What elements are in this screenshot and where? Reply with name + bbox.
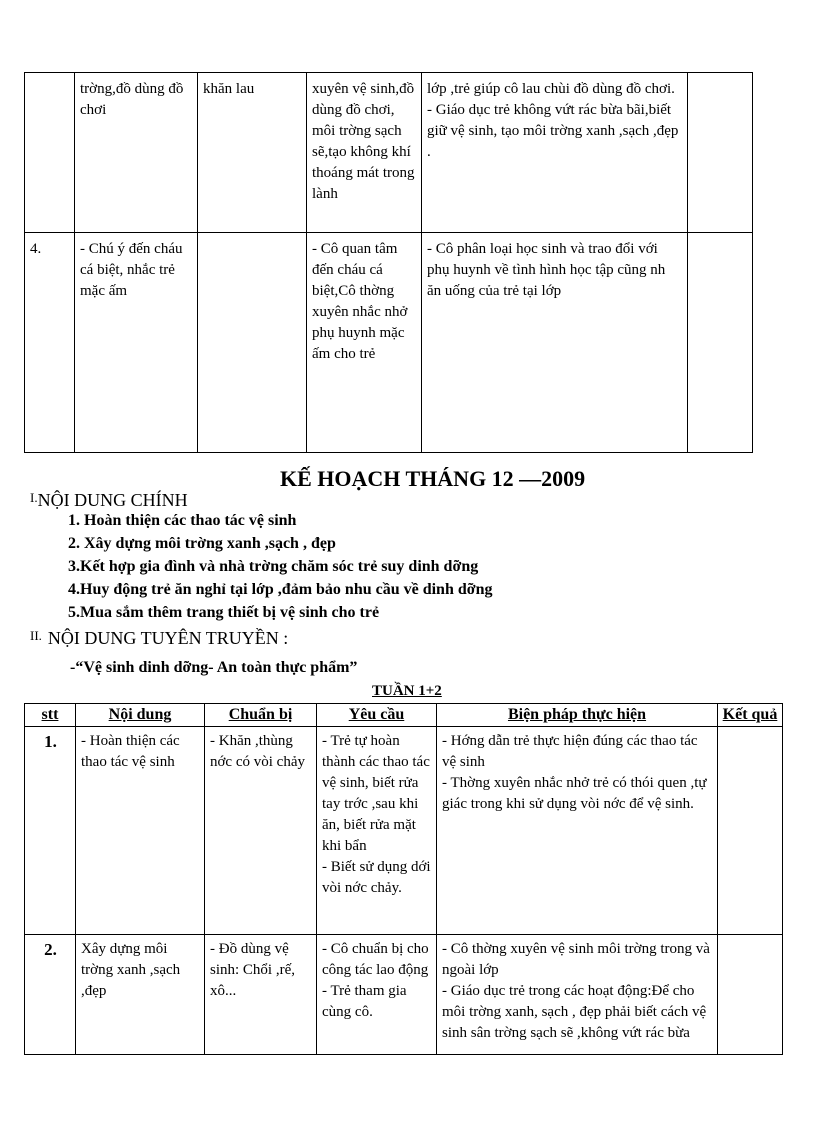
- content-cell: Xây dựng môi trờng xanh ,sạch ,đẹp: [76, 935, 205, 1055]
- content-cell: - Chú ý đến cháu cá biệt, nhắc trẻ mặc ấm: [75, 233, 198, 453]
- week-label: TUẦN 1+2: [372, 683, 442, 699]
- result-cell: [718, 935, 783, 1055]
- table-header-row: [25, 704, 783, 727]
- table-row: [25, 233, 753, 453]
- section-heading: [30, 628, 288, 649]
- prep-cell: khăn lau: [198, 73, 307, 233]
- stt-cell: 1.: [25, 727, 76, 935]
- previous-plan-table: [24, 72, 753, 453]
- prep-cell: - Khăn ,thùng nớc có vòi chảy: [205, 727, 317, 935]
- requirement-cell: - Cô chuẩn bị cho công tác lao động - Trẻ tham gia cùng cô.: [317, 935, 437, 1055]
- content-cell: trờng,đồ dùng đồ chơi: [75, 73, 198, 233]
- column-header: Chuẩn bị: [205, 704, 317, 727]
- column-header: Nội dung: [76, 704, 205, 727]
- list-item: 4.Huy động trẻ ăn nghỉ tại lớp ,đảm bảo nhu cầu về dinh dỡng: [68, 581, 493, 598]
- section-number: II.: [30, 628, 42, 643]
- measures-cell: lớp ,trẻ giúp cô lau chùi đồ dùng đồ chơi. - Giáo dục trẻ không vứt rác bừa bãi,biết giữ vệ sinh, tạo môi trờng xanh ,sạch ,đẹp .: [422, 73, 688, 233]
- list-item: 5.Mua sắm thêm trang thiết bị vệ sinh cho trẻ: [68, 604, 380, 621]
- section-title: NỘI DUNG CHÍNH: [37, 490, 188, 510]
- plan-table: [24, 703, 783, 1055]
- measures-cell: - Cô thờng xuyên vệ sinh môi trờng trong và ngoài lớp - Giáo dục trẻ trong các hoạt động:Để cho môi trờng xanh, sạch , đẹp phải biết cách vệ sinh sân trờng sạch sẽ ,không vứt rác bừa: [437, 935, 718, 1055]
- measures-cell: - Cô phân loại học sinh và trao đổi với phụ huynh về tình hình học tập cũng nh ăn uống của trẻ tại lớp: [422, 233, 688, 453]
- list-item: 1. Hoàn thiện các thao tác vệ sinh: [68, 512, 297, 529]
- section-heading: [30, 490, 188, 511]
- requirement-cell: - Cô quan tâm đến cháu cá biệt,Cô thờng xuyên nhắc nhở phụ huynh mặc ấm cho trẻ: [307, 233, 422, 453]
- list-item: 2. Xây dựng môi trờng xanh ,sạch , đẹp: [68, 535, 336, 552]
- list-item: 3.Kết hợp gia đình và nhà trờng chăm sóc trẻ suy dinh dỡng: [68, 558, 479, 575]
- table-row: [25, 73, 753, 233]
- column-header: Biện pháp thực hiện: [437, 704, 718, 727]
- stt-cell: [25, 73, 75, 233]
- result-cell: [688, 233, 753, 453]
- stt-cell: 4.: [25, 233, 75, 453]
- prep-cell: [198, 233, 307, 453]
- prep-cell: - Đồ dùng vệ sinh: Chổi ,rế, xô...: [205, 935, 317, 1055]
- column-header: Yêu cầu: [317, 704, 437, 727]
- section-number: I.: [30, 490, 38, 505]
- column-header: Kết quả: [718, 704, 783, 727]
- column-header: stt: [25, 704, 76, 727]
- propaganda-topic: -“Vệ sinh dinh dỡng- An toàn thực phẩm”: [70, 659, 358, 676]
- measures-cell: - Hớng dẫn trẻ thực hiện đúng các thao tác vệ sinh - Thờng xuyên nhắc nhở trẻ có thói quen ,tự giác trong khi sử dụng vòi nớc để vệ sinh.: [437, 727, 718, 935]
- result-cell: [688, 73, 753, 233]
- section-title: NỘI DUNG TUYÊN TRUYỀN :: [47, 628, 289, 648]
- content-cell: - Hoàn thiện các thao tác vệ sinh: [76, 727, 205, 935]
- stt-cell: 2.: [25, 935, 76, 1055]
- requirement-cell: xuyên vệ sinh,đồ dùng đồ chơi, môi trờng sạch sẽ,tạo không khí thoáng mát trong lành: [307, 73, 422, 233]
- table-row: [25, 935, 783, 1055]
- table-row: [25, 727, 783, 935]
- result-cell: [718, 727, 783, 935]
- page-title: KẾ HOẠCH THÁNG 12 —2009: [280, 466, 586, 491]
- requirement-cell: - Trẻ tự hoàn thành các thao tác vệ sinh, biết rửa tay trớc ,sau khi ăn, biết rửa mặt khi bẩn - Biết sử dụng dới vòi nớc chảy.: [317, 727, 437, 935]
